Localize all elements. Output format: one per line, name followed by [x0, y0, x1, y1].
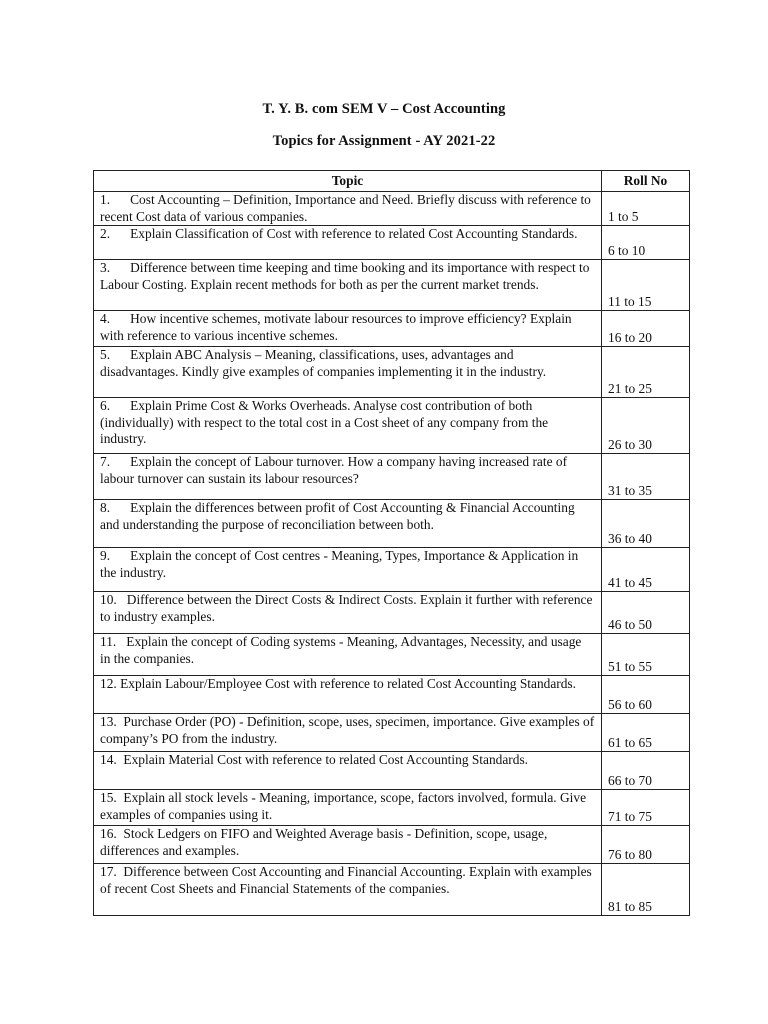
table-row [94, 454, 690, 500]
topic-cell: 11. Explain the concept of Coding systems - Meaning, Advantages, Necessity, and usage in the companies. [94, 634, 602, 676]
table-row [94, 826, 690, 864]
topic-cell: 6. Explain Prime Cost & Works Overheads. Analyse cost contribution of both (individually) with respect to the total cost in a Cost sheet of any company from the industry. [94, 398, 602, 454]
roll-no-cell: 81 to 85 [602, 864, 690, 916]
table-row [94, 347, 690, 398]
topic-cell: 5. Explain ABC Analysis – Meaning, classifications, uses, advantages and disadvantages. Kindly give examples of companies implementing it in the industry. [94, 347, 602, 398]
topic-cell: 1. Cost Accounting – Definition, Importance and Need. Briefly discuss with reference to recent Cost data of various companies. [94, 192, 602, 226]
column-header-roll-no: Roll No [602, 171, 690, 192]
topic-cell: 3. Difference between time keeping and time booking and its importance with respect to Labour Costing. Explain recent methods for both as per the current market trends. [94, 260, 602, 311]
table-row [94, 752, 690, 790]
topic-cell: 17. Difference between Cost Accounting and Financial Accounting. Explain with examples of recent Cost Sheets and Financial Statements of the companies. [94, 864, 602, 916]
roll-no-cell: 21 to 25 [602, 347, 690, 398]
roll-no-cell: 56 to 60 [602, 676, 690, 714]
roll-no-cell: 16 to 20 [602, 311, 690, 347]
roll-no-cell: 76 to 80 [602, 826, 690, 864]
table-row [94, 226, 690, 260]
topic-cell: 2. Explain Classification of Cost with reference to related Cost Accounting Standards. [94, 226, 602, 260]
table-row [94, 714, 690, 752]
roll-no-cell: 66 to 70 [602, 752, 690, 790]
roll-no-cell: 26 to 30 [602, 398, 690, 454]
table-header-row [94, 171, 690, 192]
table-row [94, 398, 690, 454]
document-title: T. Y. B. com SEM V – Cost Accounting [262, 101, 506, 117]
roll-no-cell: 46 to 50 [602, 592, 690, 634]
roll-no-cell: 71 to 75 [602, 790, 690, 826]
roll-no-cell: 6 to 10 [602, 226, 690, 260]
table-row [94, 864, 690, 916]
roll-no-cell: 36 to 40 [602, 500, 690, 548]
roll-no-cell: 11 to 15 [602, 260, 690, 311]
topic-cell: 8. Explain the differences between profit of Cost Accounting & Financial Accounting and understanding the purpose of reconciliation between both. [94, 500, 602, 548]
roll-no-cell: 41 to 45 [602, 548, 690, 592]
table-row [94, 634, 690, 676]
column-header-topic: Topic [94, 171, 602, 192]
table-row [94, 676, 690, 714]
table-row [94, 311, 690, 347]
roll-no-cell: 1 to 5 [602, 192, 690, 226]
topic-cell: 16. Stock Ledgers on FIFO and Weighted Average basis - Definition, scope, usage, differences and examples. [94, 826, 602, 864]
topic-cell: 15. Explain all stock levels - Meaning, importance, scope, factors involved, formula. Give examples of companies using it. [94, 790, 602, 826]
roll-no-cell: 51 to 55 [602, 634, 690, 676]
roll-no-cell: 31 to 35 [602, 454, 690, 500]
topic-cell: 4. How incentive schemes, motivate labour resources to improve efficiency? Explain with reference to various incentive schemes. [94, 311, 602, 347]
table-row [94, 548, 690, 592]
table-row [94, 260, 690, 311]
topic-cell: 10. Difference between the Direct Costs & Indirect Costs. Explain it further with reference to industry examples. [94, 592, 602, 634]
table-row [94, 500, 690, 548]
table-row [94, 192, 690, 226]
roll-no-cell: 61 to 65 [602, 714, 690, 752]
topic-cell: 14. Explain Material Cost with reference to related Cost Accounting Standards. [94, 752, 602, 790]
topic-cell: 7. Explain the concept of Labour turnover. How a company having increased rate of labour turnover can sustain its labour resources? [94, 454, 602, 500]
assignment-topics-table [93, 170, 690, 916]
table-row [94, 592, 690, 634]
topic-cell: 9. Explain the concept of Cost centres - Meaning, Types, Importance & Application in the industry. [94, 548, 602, 592]
table-row [94, 790, 690, 826]
topic-cell: 13. Purchase Order (PO) - Definition, scope, uses, specimen, importance. Give examples of company’s PO from the industry. [94, 714, 602, 752]
topic-cell: 12. Explain Labour/Employee Cost with reference to related Cost Accounting Standards. [94, 676, 602, 714]
document-subtitle: Topics for Assignment - AY 2021-22 [272, 133, 496, 149]
